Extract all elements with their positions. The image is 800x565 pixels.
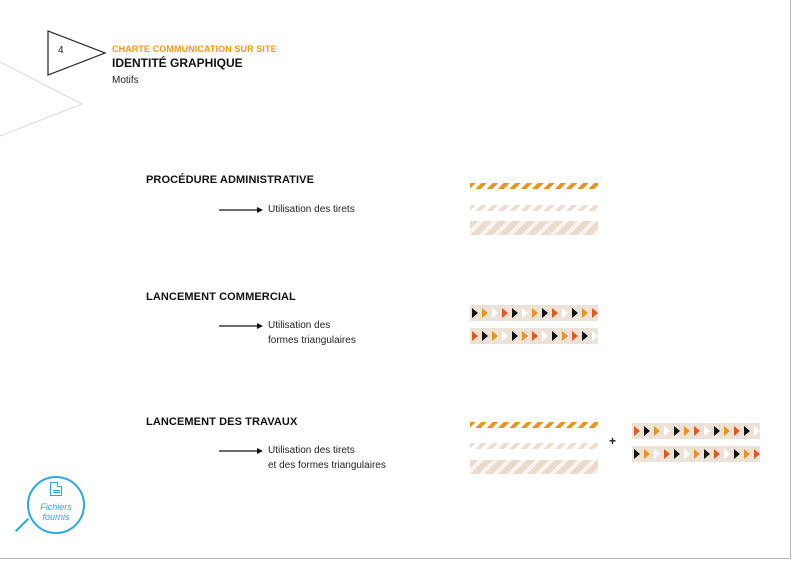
dash-pattern-light-fill bbox=[470, 205, 598, 211]
plus-sign: + bbox=[609, 434, 617, 448]
works-dash-pattern-light-fill bbox=[470, 443, 598, 449]
triangle-pattern-graphic bbox=[632, 423, 760, 439]
document-title: IDENTITÉ GRAPHIQUE bbox=[112, 56, 243, 70]
triangle-pattern-row-2 bbox=[470, 328, 598, 344]
section-description-administrative bbox=[219, 202, 439, 222]
works-dash-pattern-box bbox=[470, 460, 598, 474]
dash-pattern-light bbox=[470, 205, 598, 211]
description-text: Utilisation des tirets bbox=[268, 204, 355, 215]
section-title-administrative: PROCÉDURE ADMINISTRATIVE bbox=[146, 174, 315, 186]
provided-files-label: Fichiers fournis bbox=[40, 502, 72, 522]
section-description-works bbox=[219, 443, 439, 477]
document-kicker: CHARTE COMMUNICATION SUR SITE bbox=[112, 44, 277, 54]
dash-pattern-orange bbox=[470, 183, 598, 189]
document-subtitle: Motifs bbox=[112, 75, 139, 86]
section-description-commercial bbox=[219, 318, 439, 352]
arrow-right-icon bbox=[219, 447, 263, 455]
description-text: Utilisation des tirets et des formes triangulaires bbox=[268, 445, 386, 471]
document-icon bbox=[50, 482, 62, 496]
works-triangle-pattern-row-2 bbox=[632, 446, 760, 462]
dash-pattern-orange-fill bbox=[470, 183, 598, 189]
triangle-pattern-graphic bbox=[470, 328, 598, 344]
triangle-pattern-graphic bbox=[632, 446, 760, 462]
works-dash-pattern-orange-fill bbox=[470, 422, 598, 428]
triangle-pattern-graphic bbox=[470, 305, 598, 321]
dash-pattern-box-fill bbox=[470, 221, 598, 235]
arrow-right-icon bbox=[219, 322, 263, 330]
triangle-pattern-row-1 bbox=[470, 305, 598, 321]
section-title-works: LANCEMENT DES TRAVAUX bbox=[146, 416, 298, 428]
dash-pattern-box bbox=[470, 221, 598, 235]
works-dash-pattern-orange bbox=[470, 422, 598, 428]
page-marker-triangle bbox=[47, 30, 107, 76]
works-dash-pattern-box-fill bbox=[470, 460, 598, 474]
page-number: 4 bbox=[58, 45, 64, 56]
works-dash-pattern-light bbox=[470, 443, 598, 449]
description-text: Utilisation des formes triangulaires bbox=[268, 320, 356, 346]
section-title-commercial: LANCEMENT COMMERCIAL bbox=[146, 291, 296, 303]
arrow-right-icon bbox=[219, 206, 263, 214]
works-triangle-pattern-row-1 bbox=[632, 423, 760, 439]
